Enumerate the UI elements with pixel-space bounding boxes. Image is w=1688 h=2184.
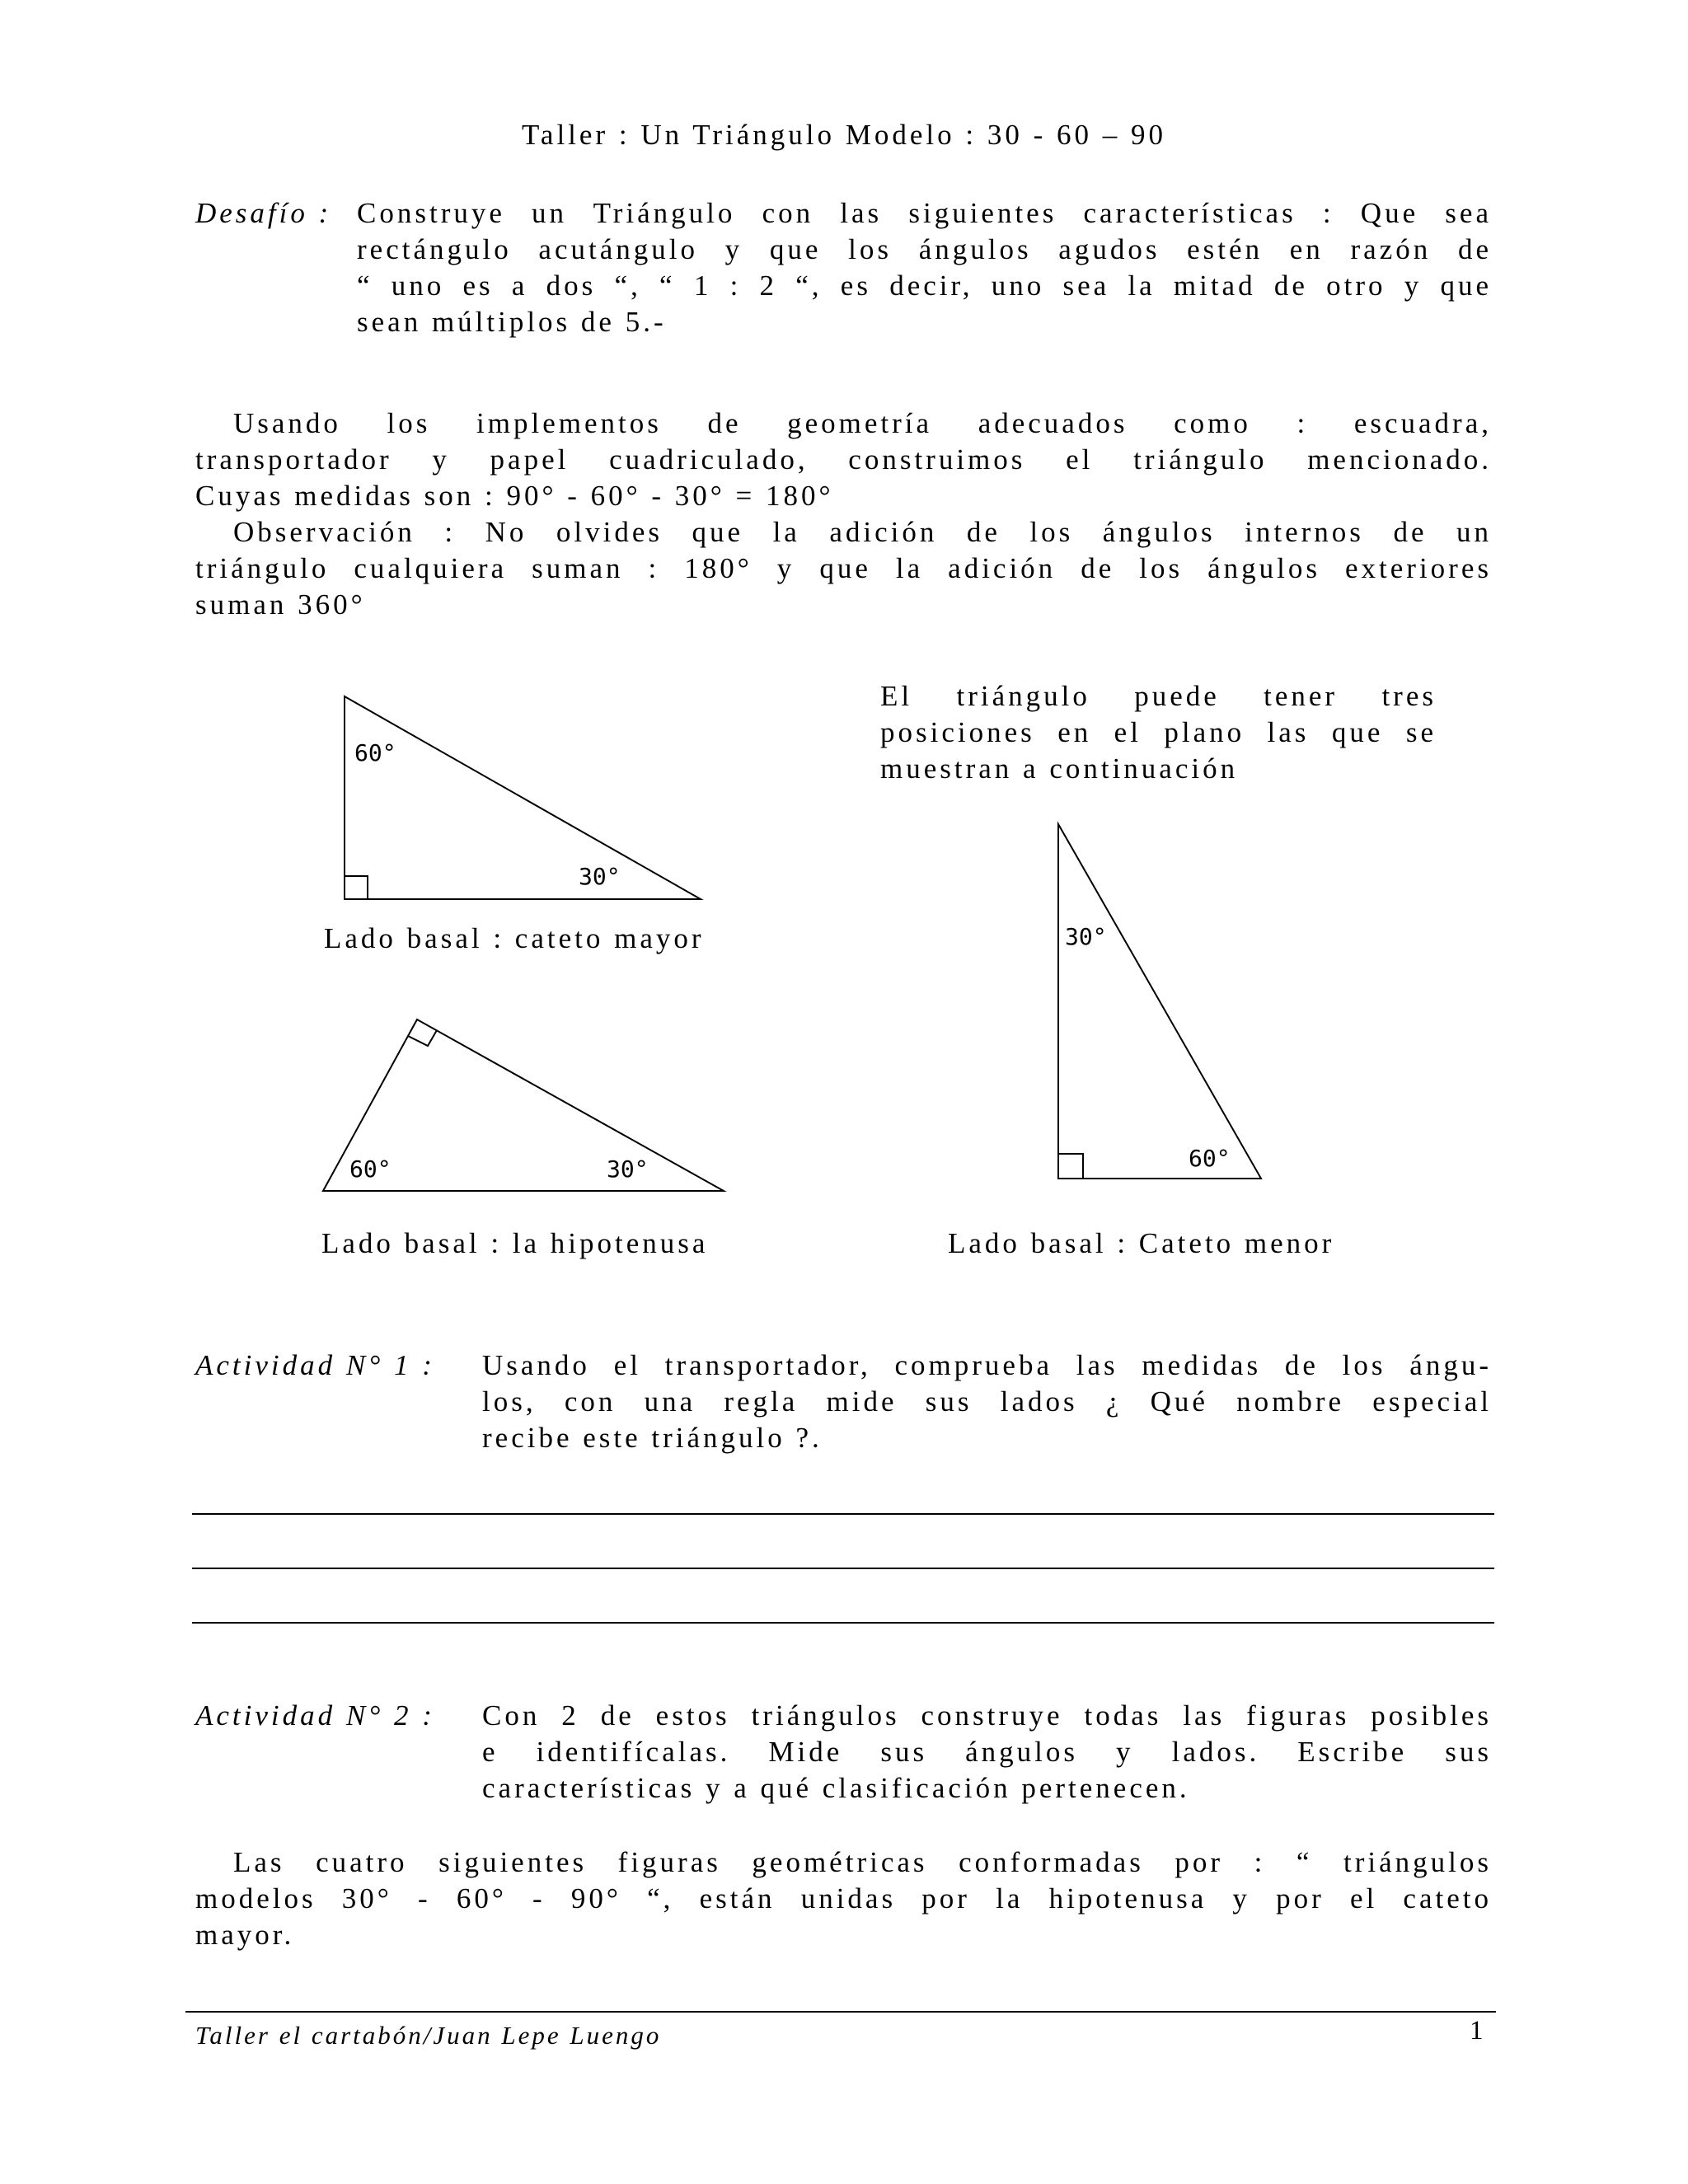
figure-1-caption: Lado basal : cateto mayor: [324, 922, 705, 954]
closing-line: modelos 30° - 60° - 90° “, están unidas por la hipotenusa y por el cateto: [195, 1882, 1492, 1915]
right-angle-marker: [1058, 1154, 1083, 1179]
challenge-line: rectángulo acutángulo y que los ángulos agudos estén en razón de: [357, 233, 1492, 265]
angle-label-right: 30°: [607, 1155, 649, 1183]
page-number: 1: [1470, 2016, 1484, 2046]
activity-2-line: e identifícalas. Mide sus ángulos y lados. Escribe sus: [482, 1736, 1492, 1768]
intro-line: transportador y papel cuadriculado, construimos el triángulo mencionado.: [195, 443, 1492, 476]
angle-label-right: 60°: [1189, 1145, 1231, 1172]
right-angle-marker: [408, 1030, 437, 1046]
activity-1-line: Usando el transportador, comprueba las medidas de los ángu-: [482, 1349, 1492, 1381]
figure-2-caption: Lado basal : la hipotenusa: [321, 1227, 709, 1259]
observation-line: triángulo cualquiera suman : 180° y que la adición de los ángulos exteriores: [195, 552, 1492, 584]
activity-2-line: Con 2 de estos triángulos construye todas las figuras posibles: [482, 1699, 1492, 1732]
positions-note-line: El triángulo puede tener tres: [880, 680, 1437, 712]
closing-line: Las cuatro siguientes figuras geométricas conformadas por : “ triángulos: [233, 1846, 1492, 1878]
positions-note-line: muestran a continuación: [880, 752, 1239, 785]
right-angle-marker: [345, 876, 368, 899]
activity-1-label: Actividad N° 1 :: [195, 1349, 435, 1381]
observation-line: Observación : No olvides que la adición de los ángulos internos de un: [233, 516, 1492, 548]
positions-note-line: posiciones en el plano las que se: [880, 716, 1437, 748]
challenge-line: “ uno es a dos “, “ 1 : 2 “, es decir, uno sea la mitad de otro y que: [357, 269, 1492, 302]
triangle-3-shape: [1058, 824, 1261, 1179]
angle-label-left: 60°: [349, 1155, 392, 1183]
activity-1-line: los, con una regla mide sus lados ¿ Qué nombre especial: [482, 1385, 1492, 1418]
triangle-figure-2: [313, 1014, 734, 1199]
challenge-line: Construye un Triángulo con las siguientes características : Que sea: [357, 197, 1492, 229]
answer-line[interactable]: [192, 1622, 1494, 1624]
intro-line: Cuyas medidas son : 90° - 60° - 30° = 180°: [195, 480, 834, 512]
activity-1-line: recibe este triángulo ?.: [482, 1422, 823, 1454]
triangle-figure-3: [1047, 816, 1269, 1187]
challenge-line: sean múltiplos de 5.-: [357, 306, 667, 338]
answer-line[interactable]: [192, 1513, 1494, 1515]
intro-line: Usando los implementos de geometría adecuados como : escuadra,: [233, 407, 1492, 439]
challenge-label: Desafío :: [195, 197, 332, 229]
page-title: Taller : Un Triángulo Modelo : 30 - 60 – 90: [521, 119, 1167, 151]
angle-label-top: 60°: [354, 739, 396, 766]
activity-2-line: características y a qué clasificación pertenecen.: [482, 1772, 1190, 1804]
answer-line[interactable]: [192, 1568, 1494, 1569]
angle-label-top: 30°: [1065, 923, 1107, 950]
observation-line: suman 360°: [195, 588, 366, 621]
figure-3-caption: Lado basal : Cateto menor: [948, 1227, 1335, 1259]
closing-line: mayor.: [195, 1919, 295, 1951]
footer-rule: [185, 2011, 1496, 2013]
activity-2-label: Actividad N° 2 :: [195, 1699, 435, 1732]
angle-label-right: 30°: [579, 863, 621, 890]
footer-text: Taller el cartabón/Juan Lepe Luengo: [195, 2021, 662, 2050]
triangle-figure-1: [330, 688, 709, 911]
triangle-1-shape: [345, 696, 701, 899]
